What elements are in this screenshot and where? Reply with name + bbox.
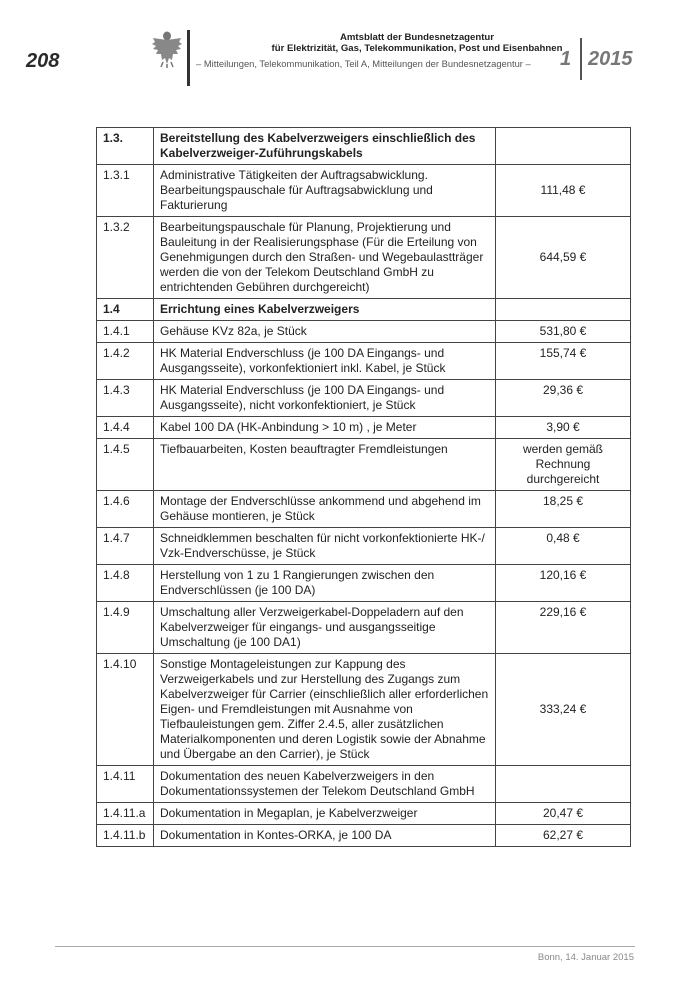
row-number: 1.3.1	[97, 165, 154, 217]
table-row	[97, 803, 631, 825]
table-row	[97, 417, 631, 439]
row-description: Kabel 100 DA (HK-Anbindung > 10 m) , je Meter	[154, 417, 496, 439]
row-price: 18,25 €	[496, 491, 631, 528]
row-description: Errichtung eines Kabelverzweigers	[154, 299, 496, 321]
row-price: werden gemäß Rechnung durchgereicht	[496, 439, 631, 491]
row-number: 1.4.8	[97, 565, 154, 602]
row-description: Administrative Tätigkeiten der Auftragsabwicklung. Bearbeitungspauschale für Auftragsabwicklung und Fakturierung	[154, 165, 496, 217]
row-number: 1.4.10	[97, 654, 154, 766]
table-row	[97, 654, 631, 766]
row-number: 1.3.	[97, 128, 154, 165]
row-number: 1.4.1	[97, 321, 154, 343]
table-row	[97, 602, 631, 654]
row-number: 1.3.2	[97, 217, 154, 299]
row-number: 1.4.11.a	[97, 803, 154, 825]
row-price: 111,48 €	[496, 165, 631, 217]
footer-divider	[55, 946, 635, 947]
header-subtitle: – Mitteilungen, Telekommunikation, Teil A, Mitteilungen der Bundesnetzagentur –	[196, 58, 531, 69]
row-description: Dokumentation des neuen Kabelverzweigers in den Dokumentationssystemen der Telekom Deutschland GmbH	[154, 766, 496, 803]
row-number: 1.4.2	[97, 343, 154, 380]
header-title-line1: Amtsblatt der Bundesnetzagentur	[339, 32, 495, 43]
row-number: 1.4.6	[97, 491, 154, 528]
table-row	[97, 380, 631, 417]
row-price	[496, 766, 631, 803]
row-price: 644,59 €	[496, 217, 631, 299]
issue-divider	[580, 38, 582, 80]
row-number: 1.4.3	[97, 380, 154, 417]
row-price: 333,24 €	[496, 654, 631, 766]
row-price: 20,47 €	[496, 803, 631, 825]
row-price: 3,90 €	[496, 417, 631, 439]
row-number: 1.4.7	[97, 528, 154, 565]
table-row	[97, 299, 631, 321]
row-description: HK Material Endverschluss (je 100 DA Eingangs- und Ausgangsseite), nicht vorkonfektioniert, je Stück	[154, 380, 496, 417]
row-price: 155,74 €	[496, 343, 631, 380]
row-description: Dokumentation in Kontes-ORKA, je 100 DA	[154, 825, 496, 847]
table-row	[97, 128, 631, 165]
table-row	[97, 491, 631, 528]
row-number: 1.4	[97, 299, 154, 321]
federal-eagle-icon	[150, 30, 184, 68]
footer-date: Bonn, 14. Januar 2015	[537, 952, 634, 963]
table-row	[97, 528, 631, 565]
row-price	[496, 128, 631, 165]
row-price	[496, 299, 631, 321]
table-row	[97, 165, 631, 217]
row-price: 29,36 €	[496, 380, 631, 417]
row-number: 1.4.4	[97, 417, 154, 439]
row-description: Umschaltung aller Verzweigerkabel-Doppeladern auf den Kabelverzweiger für eingangs- und ausgangsseitige Umschaltung (je 100 DA1)	[154, 602, 496, 654]
row-number: 1.4.9	[97, 602, 154, 654]
row-description: Schneidklemmen beschalten für nicht vorkonfektionierte HK-/ Vzk-Endverschüsse, je Stück	[154, 528, 496, 565]
row-description: Gehäuse KVz 82a, je Stück	[154, 321, 496, 343]
row-description: Bearbeitungspauschale für Planung, Projektierung und Bauleitung in der Realisierungsphase (Für die Erteilung von Genehmigungen durch den Straßen- und Wegebaulastträger werden die von der Telekom Deutschland GmbH zu entrichtenden Gebühren durchgereicht)	[154, 217, 496, 299]
row-description: HK Material Endverschluss (je 100 DA Eingangs- und Ausgangsseite), vorkonfektioniert inkl. Kabel, je Stück	[154, 343, 496, 380]
row-description: Sonstige Montageleistungen zur Kappung des Verzweigerkabels und zur Herstellung des Zugangs zum Kabelverzweiger für Carrier (einschließlich aller erforderlichen Eigen- und Fremdleistungen mit Ausnahme von Tiefbauleistungen gem. Ziffer 2.4.5, aller zusätzlichen Materialkomponenten und deren Logistik sowie der Abnahme und Übergabe an den Carrier), je Stück	[154, 654, 496, 766]
row-description: Tiefbauarbeiten, Kosten beauftragter Fremdleistungen	[154, 439, 496, 491]
table-row	[97, 217, 631, 299]
row-price: 229,16 €	[496, 602, 631, 654]
page-number: 208	[26, 50, 60, 72]
table-row	[97, 825, 631, 847]
row-description: Dokumentation in Megaplan, je Kabelverzweiger	[154, 803, 496, 825]
row-number: 1.4.5	[97, 439, 154, 491]
fee-table	[96, 127, 631, 847]
row-description: Herstellung von 1 zu 1 Rangierungen zwischen den Endverschlüssen (je 100 DA)	[154, 565, 496, 602]
table-row	[97, 321, 631, 343]
table-row	[97, 766, 631, 803]
row-price: 0,48 €	[496, 528, 631, 565]
row-number: 1.4.11.b	[97, 825, 154, 847]
table-row	[97, 439, 631, 491]
row-price: 62,27 €	[496, 825, 631, 847]
row-price: 531,80 €	[496, 321, 631, 343]
header-title-line2: für Elektrizität, Gas, Telekommunikation, Post und Eisenbahnen	[271, 43, 563, 54]
issue-number: 1	[560, 48, 572, 70]
row-number: 1.4.11	[97, 766, 154, 803]
row-description: Montage der Endverschlüsse ankommend und abgehend im Gehäuse montieren, je Stück	[154, 491, 496, 528]
issue-year: 2015	[588, 48, 633, 70]
table-row	[97, 565, 631, 602]
header-divider	[187, 30, 190, 86]
row-description: Bereitstellung des Kabelverzweigers einschließlich des Kabelverzweiger-Zuführungskabels	[154, 128, 496, 165]
row-price: 120,16 €	[496, 565, 631, 602]
table-row	[97, 343, 631, 380]
